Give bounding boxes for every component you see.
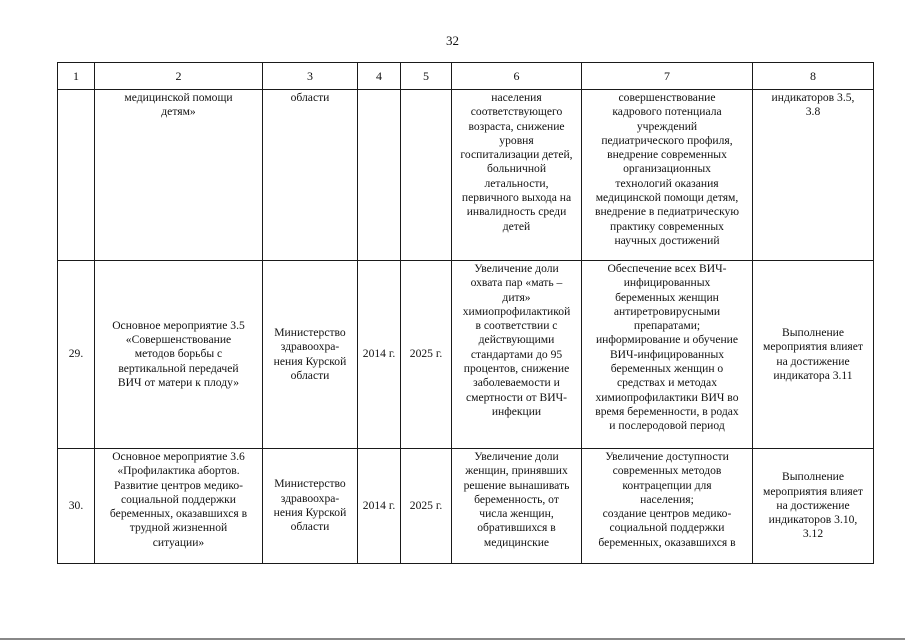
cell-text-line: в соответствии с (475, 319, 558, 333)
column-header: 8 (753, 63, 874, 90)
cell-text-line: области (290, 368, 330, 382)
cell-text-line: 3.8 (805, 105, 821, 119)
cell-text-line: Выполнение (781, 470, 845, 484)
cell-text-line: процентов, снижение (463, 362, 570, 376)
cell-text-line: мероприятия влияет (763, 484, 863, 498)
cell-text-line: кадрового потенциала (612, 105, 722, 119)
cell-text-line: совершенствование (618, 91, 716, 104)
column-header: 1 (58, 63, 95, 90)
cell-text-line: Увеличение доли (474, 450, 559, 463)
cell-text-line: населения (491, 91, 542, 104)
cell-text-line: учреждений (636, 119, 698, 133)
cell-text-line: охвата пар «мать – (470, 276, 563, 290)
column-header: 6 (452, 63, 582, 90)
cell-text-line: внедрение современных (607, 148, 727, 162)
main-directions-cell (582, 90, 753, 261)
cell-text-line: Увеличение доли (474, 262, 559, 275)
cell-text-line: здравоохра- (280, 340, 340, 354)
cell-text-line: инфекции (491, 404, 542, 418)
cell-text-line: Министерство (274, 477, 346, 491)
cell-text-line: создание центров медико- (602, 507, 732, 521)
cell-text-line: обратившихся в (477, 521, 556, 535)
cell-text-line: решение вынашивать (463, 478, 570, 492)
cell-text-line: на достижение (776, 354, 850, 368)
cell-text-line: мероприятия влияет (763, 340, 863, 354)
cell-text-line: «Профилактика абортов. (117, 464, 240, 478)
end-year-cell (401, 90, 452, 261)
cell-text-line: смертности от ВИЧ- (465, 390, 568, 404)
cell-text-line: беременных женщин (615, 290, 719, 304)
cell-text-line: нения Курской (273, 354, 347, 368)
cell-text-line: Развитие центров медико- (113, 478, 244, 492)
column-header: 5 (401, 63, 452, 90)
cell-text-line: беременных женщин о (610, 362, 724, 376)
table-row (58, 90, 874, 261)
cell-text-line: информирование и обучение (595, 333, 739, 347)
cell-text-line: современных методов (612, 464, 722, 478)
cell-text-line: организационных (623, 162, 711, 176)
cell-text-line: трудной жизненной (129, 521, 228, 535)
cell-text-line: контрацепции для (622, 478, 712, 492)
column-header: 7 (582, 63, 753, 90)
cell-text-line: числа женщин, (479, 507, 554, 521)
cell-text-line: дитя» (502, 290, 531, 304)
program-measures-table (57, 62, 874, 564)
cell-text-line: индикаторов 3.10, (768, 513, 858, 527)
end-year-cell: 2025 г. (401, 261, 452, 449)
executor-cell (263, 261, 358, 449)
cell-text-line: населения; (640, 492, 694, 506)
cell-text-line: внедрение в педиатрическую (594, 205, 740, 219)
page-number: 32 (446, 33, 459, 48)
cell-text-line: на достижение (776, 498, 850, 512)
table-row (58, 261, 874, 449)
cell-text-line: 3.12 (802, 527, 824, 541)
column-number-row (58, 63, 874, 90)
cell-text-line: инфицированных (623, 276, 711, 290)
main-directions-cell (582, 261, 753, 449)
cell-text-line: беременных, оказавшихся в (598, 535, 736, 549)
expected-result-cell (452, 261, 582, 449)
cell-text-line: научных достижений (614, 233, 720, 247)
start-year-cell: 2014 г. (358, 449, 401, 564)
cell-text-line: медицинские (483, 535, 550, 549)
row-number-cell: 29. (58, 261, 95, 449)
cell-text-line: практику современных (610, 219, 724, 233)
row-number-cell (58, 90, 95, 261)
cell-text-line: первичного выхода на (461, 191, 572, 205)
expected-result-cell (452, 449, 582, 564)
row-number-cell: 30. (58, 449, 95, 564)
cell-text-line: соответствующего (470, 105, 563, 119)
start-year-cell: 2014 г. (358, 261, 401, 449)
indicators-link-cell (753, 449, 874, 564)
cell-text-line: детей (502, 219, 531, 233)
cell-text-line: госпитализации детей, (460, 148, 573, 162)
cell-text-line: больничной (486, 162, 547, 176)
executor-cell (263, 90, 358, 261)
cell-text-line: химиопрофилактикой (462, 304, 571, 318)
cell-text-line: антиретровирусными (613, 304, 721, 318)
table-row (58, 449, 874, 564)
cell-text-line: вертикальной передачей (118, 361, 239, 375)
cell-text-line: педиатрического профиля, (601, 133, 733, 147)
cell-text-line: Основное мероприятие 3.6 (112, 450, 245, 463)
cell-text-line: беременных, оказавшихся в (109, 507, 248, 521)
indicators-link-cell (753, 261, 874, 449)
cell-text-line: беременность, от (474, 492, 559, 506)
main-directions-cell (582, 449, 753, 564)
cell-text-line: летальности, (484, 176, 549, 190)
cell-text-line: заболеваемости и (473, 376, 560, 390)
cell-text-line: препаратами; (633, 319, 701, 333)
cell-text-line: химиопрофилактики ВИЧ во (595, 390, 739, 404)
measure-name-cell (95, 449, 263, 564)
cell-text-line: «Совершенствование (125, 333, 232, 347)
executor-cell (263, 449, 358, 564)
cell-text-line: индикатора 3.11 (773, 368, 853, 382)
column-header: 2 (95, 63, 263, 90)
cell-text-line: социальной поддержки (120, 492, 237, 506)
cell-text-line: Основное мероприятие 3.5 (112, 318, 245, 332)
cell-text-line: социальной поддержки (609, 521, 725, 535)
cell-text-line: женщин, принявших (465, 464, 568, 478)
indicators-link-cell (753, 90, 874, 261)
cell-text-line: области (290, 91, 330, 104)
cell-text-line: стандартами до 95 (470, 347, 563, 361)
cell-text-line: медицинской помощи (124, 91, 233, 104)
column-header: 4 (358, 63, 401, 90)
cell-text-line: области (290, 520, 330, 534)
end-year-cell: 2025 г. (401, 449, 452, 564)
cell-text-line: время беременности, в родах (595, 404, 739, 418)
cell-text-line: индикаторов 3.5, (771, 91, 855, 104)
measure-name-cell (95, 261, 263, 449)
cell-text-line: здравоохра- (280, 491, 340, 505)
measure-name-cell (95, 90, 263, 261)
cell-text-line: Министерство (274, 325, 346, 339)
cell-text-line: медицинской помощи детям, (595, 191, 739, 205)
cell-text-line: и послеродовой период (609, 419, 725, 433)
cell-text-line: технологий оказания (615, 176, 719, 190)
cell-text-line: ВИЧ-инфицированных (609, 347, 725, 361)
cell-text-line: детям» (161, 105, 196, 119)
cell-text-line: ВИЧ от матери к плоду» (117, 375, 240, 389)
cell-text-line: методов борьбы с (134, 347, 223, 361)
cell-text-line: инвалидность среди (466, 205, 567, 219)
cell-text-line: Обеспечение всех ВИЧ- (607, 262, 727, 275)
cell-text-line: средствах и методах (616, 376, 717, 390)
expected-result-cell (452, 90, 582, 261)
cell-text-line: уровня (499, 133, 534, 147)
cell-text-line: ситуации» (152, 535, 205, 549)
cell-text-line: Увеличение доступности (605, 450, 729, 463)
cell-text-line: Выполнение (781, 325, 845, 339)
start-year-cell (358, 90, 401, 261)
cell-text-line: возраста, снижение (468, 119, 565, 133)
cell-text-line: действующими (478, 333, 555, 347)
cell-text-line: нения Курской (273, 506, 347, 519)
column-header: 3 (263, 63, 358, 90)
